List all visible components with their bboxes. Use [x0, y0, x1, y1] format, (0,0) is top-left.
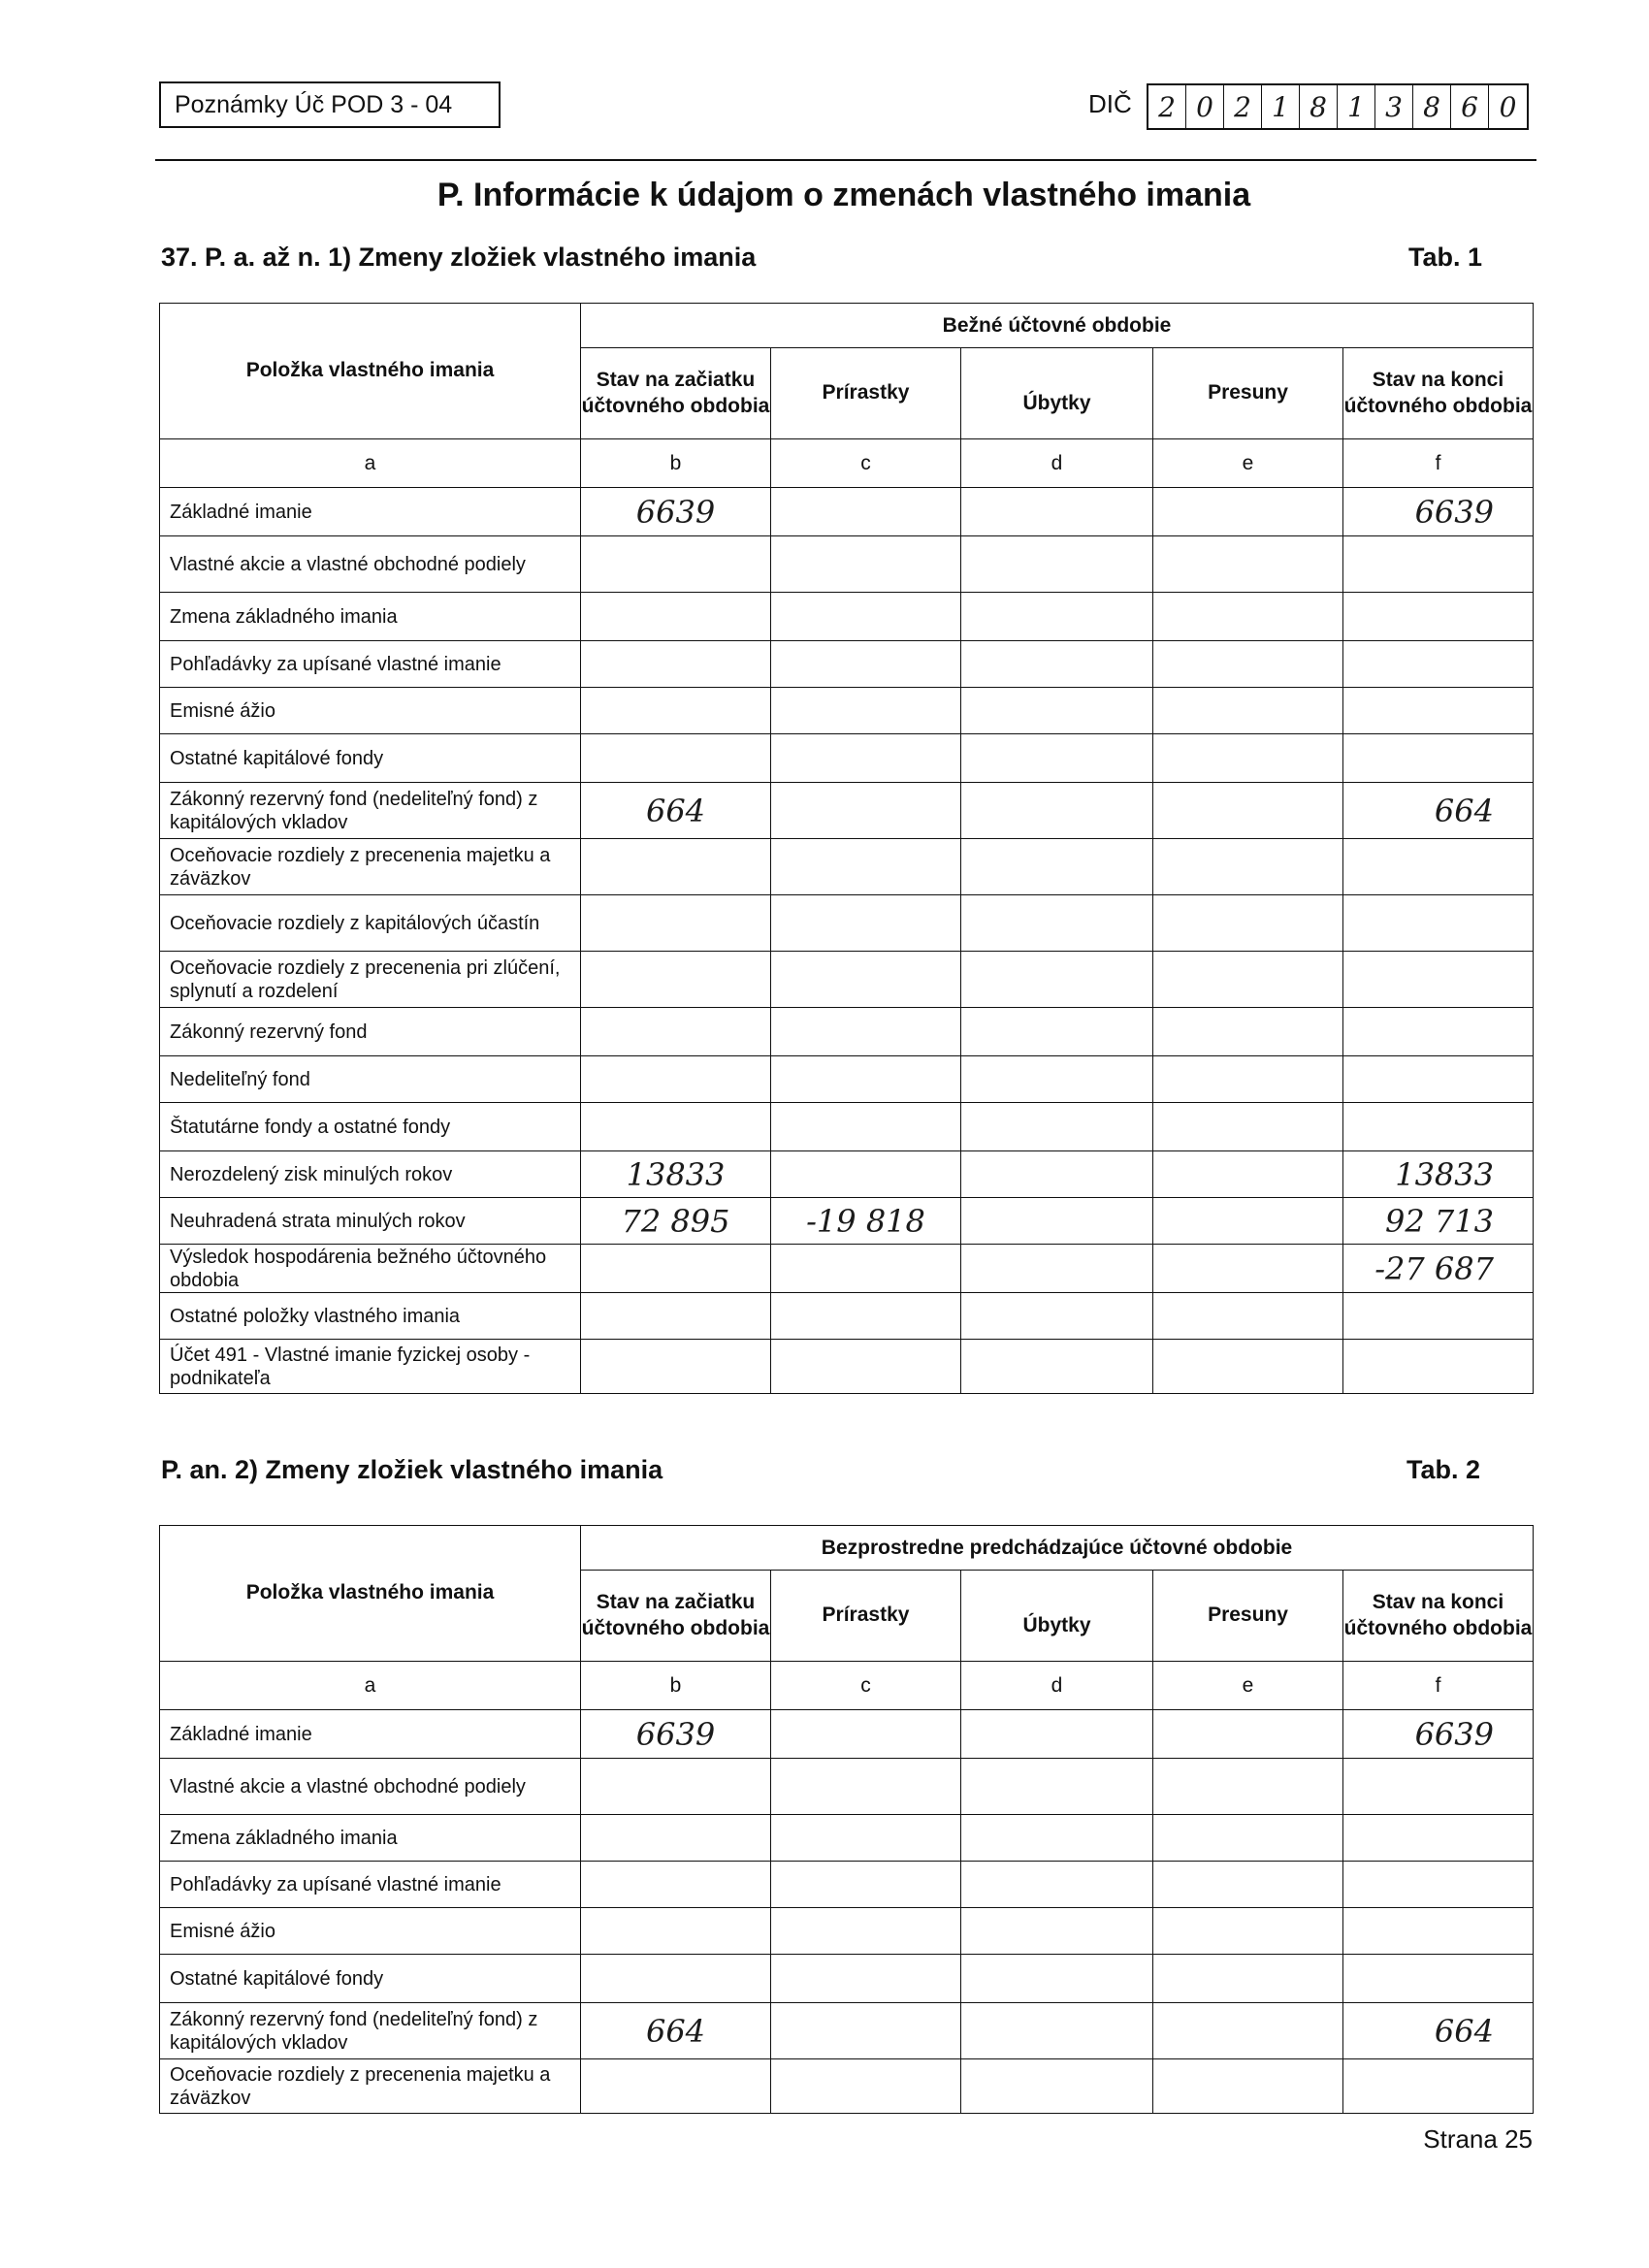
- cell-f: [1343, 536, 1534, 593]
- cell-c: [771, 1815, 961, 1862]
- cell-f: [1343, 641, 1534, 688]
- dic-digit: 1: [1338, 85, 1375, 128]
- cell-f: [1343, 1955, 1534, 2003]
- cell-c: [771, 1151, 961, 1198]
- cell-c: [771, 1955, 961, 2003]
- form-code-box: [159, 81, 501, 128]
- row-label: Oceňovacie rozdiely z precenenia pri zlúčení, splynutí a rozdelení: [160, 952, 581, 1008]
- table2-letter: b: [581, 1662, 771, 1710]
- cell-f: 6639: [1343, 488, 1534, 536]
- row-label: Výsledok hospodárenia bežného účtovného obdobia: [160, 1245, 581, 1293]
- row-label: Základné imanie: [160, 1710, 581, 1759]
- row-label: Nerozdelený zisk minulých rokov: [160, 1151, 581, 1198]
- table-row: [160, 1908, 1534, 1955]
- cell-b: [581, 1008, 771, 1056]
- dic-digit: 6: [1451, 85, 1489, 128]
- cell-d: [961, 839, 1153, 895]
- cell-c: [771, 641, 961, 688]
- cell-d: [961, 641, 1153, 688]
- table-row: [160, 839, 1534, 895]
- cell-d: [961, 1955, 1153, 2003]
- cell-f: [1343, 1056, 1534, 1103]
- row-label: Vlastné akcie a vlastné obchodné podiely: [160, 1759, 581, 1815]
- table-row: [160, 1340, 1534, 1394]
- cell-e: [1153, 1862, 1343, 1908]
- cell-b: 6639: [581, 1710, 771, 1759]
- dic-digit: 3: [1375, 85, 1413, 128]
- cell-c: [771, 488, 961, 536]
- table2-col-d: Úbytky: [961, 1571, 1153, 1662]
- cell-f: 13833: [1343, 1151, 1534, 1198]
- page-title: P. Informácie k údajom o zmenách vlastného imania: [436, 177, 1251, 213]
- cell-d: [961, 1340, 1153, 1394]
- cell-c: [771, 1056, 961, 1103]
- table1-col-item: Položka vlastného imania: [160, 304, 581, 439]
- cell-e: [1153, 839, 1343, 895]
- page-number: Strana 25: [1423, 2124, 1533, 2154]
- table2-letter: f: [1343, 1662, 1534, 1710]
- row-label: Zákonný rezervný fond (nedeliteľný fond) z kapitálových vkladov: [160, 783, 581, 839]
- table1-letter: a: [160, 439, 581, 488]
- cell-f: [1343, 688, 1534, 734]
- cell-d: [961, 1759, 1153, 1815]
- table2-tab-label: Tab. 2: [1406, 1455, 1481, 1484]
- table1-letter: c: [771, 439, 961, 488]
- table-row: [160, 688, 1534, 734]
- cell-b: [581, 839, 771, 895]
- cell-f: [1343, 1293, 1534, 1340]
- cell-e: [1153, 688, 1343, 734]
- cell-b: [581, 1340, 771, 1394]
- cell-e: [1153, 536, 1343, 593]
- cell-d: [961, 1710, 1153, 1759]
- cell-d: [961, 1008, 1153, 1056]
- table-row: [160, 1759, 1534, 1815]
- cell-c: [771, 952, 961, 1008]
- cell-e: [1153, 2059, 1343, 2114]
- cell-d: [961, 783, 1153, 839]
- cell-f: [1343, 895, 1534, 952]
- cell-d: [961, 1151, 1153, 1198]
- cell-f: [1343, 2059, 1534, 2114]
- header-divider: [155, 159, 1536, 161]
- cell-d: [961, 2003, 1153, 2059]
- table-row: [160, 1815, 1534, 1862]
- table1-heading: 37. P. a. až n. 1) Zmeny zložiek vlastného imania: [161, 243, 757, 272]
- cell-e: [1153, 783, 1343, 839]
- table1-col-b: Stav na začiatku účtovného obdobia: [581, 348, 771, 439]
- cell-d: [961, 734, 1153, 783]
- cell-d: [961, 536, 1153, 593]
- row-label: Emisné ážio: [160, 1908, 581, 1955]
- cell-e: [1153, 488, 1343, 536]
- cell-f: [1343, 952, 1534, 1008]
- cell-b: [581, 1056, 771, 1103]
- cell-f: [1343, 1340, 1534, 1394]
- table-row: [160, 536, 1534, 593]
- row-label: Vlastné akcie a vlastné obchodné podiely: [160, 536, 581, 593]
- cell-b: [581, 1759, 771, 1815]
- cell-e: [1153, 1710, 1343, 1759]
- cell-d: [961, 1103, 1153, 1151]
- cell-b: [581, 952, 771, 1008]
- cell-b: 664: [581, 783, 771, 839]
- cell-b: [581, 593, 771, 641]
- cell-e: [1153, 952, 1343, 1008]
- table2-period: Bezprostredne predchádzajúce účtovné obdobie: [581, 1526, 1534, 1571]
- table-row: [160, 1151, 1534, 1198]
- cell-d: [961, 488, 1153, 536]
- cell-f: [1343, 1862, 1534, 1908]
- cell-e: [1153, 1955, 1343, 2003]
- cell-c: [771, 536, 961, 593]
- row-label: Pohľadávky za upísané vlastné imanie: [160, 1862, 581, 1908]
- cell-d: [961, 1908, 1153, 1955]
- cell-e: [1153, 1056, 1343, 1103]
- cell-f: [1343, 593, 1534, 641]
- cell-e: [1153, 1908, 1343, 1955]
- cell-c: [771, 1862, 961, 1908]
- dic-digit: 8: [1413, 85, 1451, 128]
- cell-e: [1153, 734, 1343, 783]
- cell-f: [1343, 1815, 1534, 1862]
- table2-col-f: Stav na konci účtovného obdobia: [1343, 1571, 1534, 1662]
- cell-c: [771, 839, 961, 895]
- table-row: [160, 895, 1534, 952]
- cell-d: [961, 1862, 1153, 1908]
- cell-b: [581, 734, 771, 783]
- cell-e: [1153, 1815, 1343, 1862]
- cell-c: [771, 1340, 961, 1394]
- table-row: [160, 734, 1534, 783]
- cell-b: [581, 641, 771, 688]
- cell-c: [771, 783, 961, 839]
- dic-digit: 0: [1186, 85, 1224, 128]
- row-label: Oceňovacie rozdiely z precenenia majetku a záväzkov: [160, 2059, 581, 2114]
- cell-d: [961, 593, 1153, 641]
- cell-f: [1343, 839, 1534, 895]
- table-row: [160, 1710, 1534, 1759]
- cell-f: 92 713: [1343, 1198, 1534, 1245]
- row-label: Zmena základného imania: [160, 593, 581, 641]
- table-row: [160, 1955, 1534, 2003]
- cell-f: 664: [1343, 2003, 1534, 2059]
- table1-letter: f: [1343, 439, 1534, 488]
- cell-f: -27 687: [1343, 1245, 1534, 1293]
- form-code-label: Poznámky Úč POD 3 - 04: [175, 90, 453, 118]
- table1: [159, 303, 1534, 1394]
- table2-heading: P. an. 2) Zmeny zložiek vlastného imania: [161, 1455, 663, 1484]
- cell-e: [1153, 2003, 1343, 2059]
- cell-d: [961, 688, 1153, 734]
- row-label: Oceňovacie rozdiely z kapitálových účastín: [160, 895, 581, 952]
- table2-col-e: Presuny: [1153, 1571, 1343, 1662]
- table-row: [160, 641, 1534, 688]
- dic-digit: 1: [1262, 85, 1300, 128]
- cell-b: [581, 1103, 771, 1151]
- cell-d: [961, 895, 1153, 952]
- cell-b: [581, 2059, 771, 2114]
- cell-b: [581, 895, 771, 952]
- cell-d: [961, 1815, 1153, 1862]
- table2-letter: e: [1153, 1662, 1343, 1710]
- cell-b: 6639: [581, 488, 771, 536]
- row-label: Nedeliteľný fond: [160, 1056, 581, 1103]
- dic-digit: 8: [1300, 85, 1338, 128]
- cell-d: [961, 1198, 1153, 1245]
- row-label: Ostatné kapitálové fondy: [160, 1955, 581, 2003]
- table-row: [160, 1293, 1534, 1340]
- cell-f: [1343, 1103, 1534, 1151]
- table-row: [160, 593, 1534, 641]
- table2-letter: d: [961, 1662, 1153, 1710]
- table1-letter: b: [581, 439, 771, 488]
- cell-c: [771, 593, 961, 641]
- cell-c: [771, 1103, 961, 1151]
- row-label: Emisné ážio: [160, 688, 581, 734]
- row-label: Štatutárne fondy a ostatné fondy: [160, 1103, 581, 1151]
- cell-b: [581, 1815, 771, 1862]
- cell-e: [1153, 1340, 1343, 1394]
- cell-e: [1153, 1198, 1343, 1245]
- table1-col-f: Stav na konci účtovného obdobia: [1343, 348, 1534, 439]
- table-row: [160, 2059, 1534, 2114]
- table1-tab-label: Tab. 1: [1408, 243, 1483, 272]
- cell-d: [961, 2059, 1153, 2114]
- cell-c: [771, 1008, 961, 1056]
- table-row: [160, 952, 1534, 1008]
- cell-f: 664: [1343, 783, 1534, 839]
- cell-c: [771, 1759, 961, 1815]
- cell-d: [961, 1293, 1153, 1340]
- table-row: [160, 1198, 1534, 1245]
- row-label: Ostatné položky vlastného imania: [160, 1293, 581, 1340]
- table-row: [160, 488, 1534, 536]
- row-label: Základné imanie: [160, 488, 581, 536]
- cell-b: 664: [581, 2003, 771, 2059]
- cell-f: 6639: [1343, 1710, 1534, 1759]
- table2-letter: c: [771, 1662, 961, 1710]
- table-row: [160, 1103, 1534, 1151]
- cell-b: [581, 536, 771, 593]
- cell-e: [1153, 1759, 1343, 1815]
- cell-f: [1343, 1908, 1534, 1955]
- cell-e: [1153, 1151, 1343, 1198]
- row-label: Účet 491 - Vlastné imanie fyzickej osoby - podnikateľa: [160, 1340, 581, 1394]
- table2-col-c: Prírastky: [771, 1571, 961, 1662]
- table1-col-d: Úbytky: [961, 348, 1153, 439]
- cell-c: [771, 1293, 961, 1340]
- table-row: [160, 1245, 1534, 1293]
- cell-f: [1343, 734, 1534, 783]
- cell-e: [1153, 641, 1343, 688]
- cell-b: 13833: [581, 1151, 771, 1198]
- cell-b: [581, 1293, 771, 1340]
- cell-b: [581, 688, 771, 734]
- cell-e: [1153, 1245, 1343, 1293]
- cell-c: [771, 1908, 961, 1955]
- table-row: [160, 1008, 1534, 1056]
- table2-col-b: Stav na začiatku účtovného obdobia: [581, 1571, 771, 1662]
- cell-c: -19 818: [771, 1198, 961, 1245]
- cell-f: [1343, 1008, 1534, 1056]
- dic-digit: 2: [1224, 85, 1262, 128]
- cell-b: [581, 1908, 771, 1955]
- cell-e: [1153, 1103, 1343, 1151]
- cell-e: [1153, 593, 1343, 641]
- cell-b: [581, 1862, 771, 1908]
- cell-c: [771, 2059, 961, 2114]
- cell-d: [961, 1245, 1153, 1293]
- table2-col-item: Položka vlastného imania: [160, 1526, 581, 1662]
- cell-d: [961, 1056, 1153, 1103]
- row-label: Oceňovacie rozdiely z precenenia majetku a záväzkov: [160, 839, 581, 895]
- cell-b: 72 895: [581, 1198, 771, 1245]
- row-label: Ostatné kapitálové fondy: [160, 734, 581, 783]
- cell-e: [1153, 895, 1343, 952]
- table-row: [160, 1862, 1534, 1908]
- dic-digit: 0: [1499, 90, 1517, 123]
- table1-letter: e: [1153, 439, 1343, 488]
- cell-c: [771, 2003, 961, 2059]
- table1-col-e: Presuny: [1153, 348, 1343, 439]
- row-label: Neuhradená strata minulých rokov: [160, 1198, 581, 1245]
- row-label: Zákonný rezervný fond (nedeliteľný fond) z kapitálových vkladov: [160, 2003, 581, 2059]
- table-row: [160, 1056, 1534, 1103]
- dic-label: DIČ: [1088, 89, 1132, 118]
- cell-c: [771, 734, 961, 783]
- dic-field: [1147, 83, 1529, 130]
- cell-c: [771, 1710, 961, 1759]
- table1-col-c: Prírastky: [771, 348, 961, 439]
- row-label: Zákonný rezervný fond: [160, 1008, 581, 1056]
- cell-f: [1343, 1759, 1534, 1815]
- table2: [159, 1525, 1534, 2114]
- table1-letter: d: [961, 439, 1153, 488]
- cell-c: [771, 895, 961, 952]
- cell-c: [771, 688, 961, 734]
- table1-period: Bežné účtovné obdobie: [581, 304, 1534, 348]
- cell-c: [771, 1245, 961, 1293]
- table-row: [160, 783, 1534, 839]
- row-label: Zmena základného imania: [160, 1815, 581, 1862]
- cell-e: [1153, 1008, 1343, 1056]
- row-label: Pohľadávky za upísané vlastné imanie: [160, 641, 581, 688]
- table-row: [160, 2003, 1534, 2059]
- table2-letter: a: [160, 1662, 581, 1710]
- cell-b: [581, 1245, 771, 1293]
- cell-b: [581, 1955, 771, 2003]
- dic-digit: 2: [1148, 85, 1186, 128]
- cell-e: [1153, 1293, 1343, 1340]
- cell-d: [961, 952, 1153, 1008]
